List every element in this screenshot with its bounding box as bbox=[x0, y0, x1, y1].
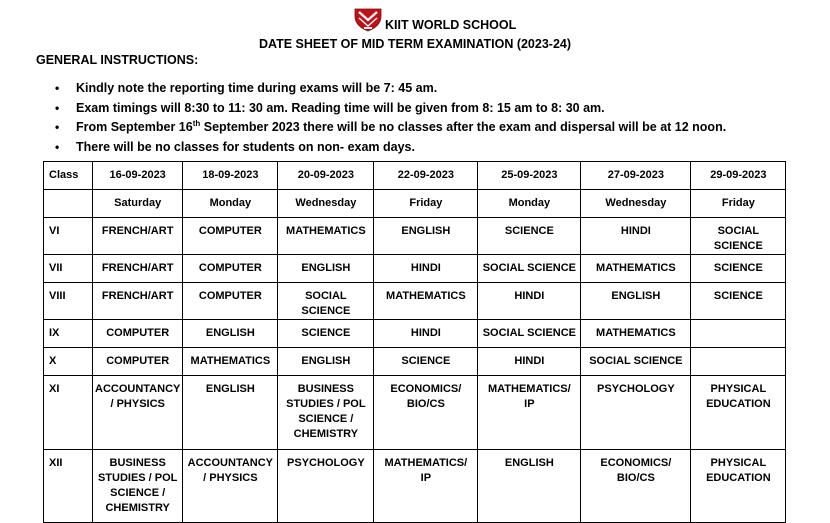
subject-cell bbox=[691, 376, 786, 450]
table-row bbox=[44, 450, 786, 523]
subject-cell bbox=[478, 376, 581, 450]
subject-cell bbox=[691, 348, 786, 376]
subject-cell: ENGLISH bbox=[278, 255, 374, 283]
subject-cell: COMPUTER bbox=[183, 283, 278, 320]
instructions-list bbox=[55, 79, 726, 157]
bullet-icon: • bbox=[55, 120, 60, 134]
subject-line: STUDIES / POL bbox=[97, 472, 178, 484]
subject-cell: ENGLISH bbox=[278, 348, 374, 376]
table-row bbox=[44, 218, 786, 255]
subject-cell bbox=[374, 450, 478, 523]
subject-line: ACCOUNTANCY bbox=[187, 457, 274, 469]
subject-line: IP bbox=[420, 472, 432, 484]
date-sheet-table bbox=[43, 161, 786, 523]
subject-line: ENGLISH bbox=[504, 457, 554, 469]
subject-cell: SCIENCE bbox=[691, 283, 786, 320]
class-cell: VI bbox=[44, 218, 93, 255]
day-header-cell: Monday bbox=[478, 190, 581, 218]
subject-cell bbox=[278, 376, 374, 450]
instruction-item bbox=[55, 118, 726, 138]
subject-line: SCIENCE / bbox=[298, 413, 354, 425]
subject-line: ACCOUNTANCY bbox=[95, 383, 181, 395]
subject-line: PSYCHOLOGY bbox=[287, 457, 365, 469]
subject-cell bbox=[691, 450, 786, 523]
subject-line: CHEMISTRY bbox=[293, 428, 359, 440]
subject-line: BUSINESS bbox=[109, 457, 166, 469]
table-row bbox=[44, 283, 786, 320]
instruction-text-start: From September 16 bbox=[76, 120, 193, 134]
subject-cell: MATHEMATICS bbox=[374, 283, 478, 320]
school-logo bbox=[353, 6, 383, 32]
subject-cell: SOCIAL SCIENCE bbox=[581, 348, 691, 376]
subject-line: BUSINESS bbox=[297, 383, 354, 395]
subject-cell: ENGLISH bbox=[374, 218, 478, 255]
subject-line: STUDIES / POL bbox=[286, 398, 366, 410]
class-cell: XII bbox=[44, 450, 93, 523]
class-cell: VIII bbox=[44, 283, 93, 320]
date-header-cell: 25-09-2023 bbox=[478, 162, 581, 190]
subject-line: BIO/CS bbox=[616, 472, 655, 484]
table-row bbox=[44, 376, 786, 450]
date-header-cell: 22-09-2023 bbox=[374, 162, 478, 190]
class-cell: IX bbox=[44, 320, 93, 348]
subject-cell: SCIENCE bbox=[374, 348, 478, 376]
subject-cell: HINDI bbox=[478, 283, 581, 320]
table-row bbox=[44, 348, 786, 376]
instruction-text: There will be no classes for students on non- exam days. bbox=[76, 139, 415, 154]
instruction-text: Kindly note the reporting time during exams will be 7: 45 am. bbox=[76, 81, 438, 95]
ordinal-suffix: th bbox=[192, 118, 201, 128]
subject-cell bbox=[581, 376, 691, 450]
subject-line: / PHYSICS bbox=[203, 472, 258, 484]
subject-line: ECONOMICS/ bbox=[600, 457, 672, 469]
subject-cell: MATHEMATICS bbox=[278, 218, 374, 255]
subject-cell: SCIENCE bbox=[691, 255, 786, 283]
subject-cell: FRENCH/ART bbox=[93, 218, 183, 255]
school-name: KIIT WORLD SCHOOL bbox=[385, 18, 517, 32]
empty-cell bbox=[44, 190, 93, 218]
date-header-row bbox=[44, 162, 786, 190]
class-header-cell: Class bbox=[44, 162, 93, 190]
page-title: DATE SHEET OF MID TERM EXAMINATION (2023-24) bbox=[258, 37, 572, 51]
instructions-heading: GENERAL INSTRUCTIONS: bbox=[36, 53, 199, 67]
date-header-cell: 16-09-2023 bbox=[93, 162, 183, 190]
day-header-cell: Wednesday bbox=[278, 190, 374, 218]
subject-cell bbox=[478, 450, 581, 523]
bullet-icon: • bbox=[55, 100, 60, 115]
subject-line: PHYSICAL bbox=[710, 383, 767, 395]
subject-line: MATHEMATICS/ bbox=[488, 383, 571, 395]
table-row bbox=[44, 255, 786, 283]
subject-cell: ENGLISH bbox=[581, 283, 691, 320]
subject-cell: HINDI bbox=[374, 320, 478, 348]
instruction-text-end: September 2023 there will be no classes after the exam and dispersal will be at 12 noon. bbox=[200, 120, 727, 134]
day-header-cell: Saturday bbox=[93, 190, 183, 218]
subject-cell: MATHEMATICS bbox=[581, 255, 691, 283]
subject-cell bbox=[581, 450, 691, 523]
subject-cell bbox=[374, 376, 478, 450]
subject-cell bbox=[691, 320, 786, 348]
subject-cell: HINDI bbox=[478, 348, 581, 376]
subject-cell: COMPUTER bbox=[93, 348, 183, 376]
subject-cell: SOCIAL SCIENCE bbox=[478, 255, 581, 283]
date-header-cell: 29-09-2023 bbox=[691, 162, 786, 190]
subject-cell: SOCIAL SCIENCE bbox=[691, 218, 786, 255]
subject-cell: SCIENCE bbox=[478, 218, 581, 255]
subject-line: IP bbox=[524, 398, 535, 410]
subject-cell: FRENCH/ART bbox=[93, 255, 183, 283]
subject-cell: HINDI bbox=[374, 255, 478, 283]
subject-cell: COMPUTER bbox=[183, 218, 278, 255]
subject-line: EDUCATION bbox=[706, 472, 771, 484]
day-header-row bbox=[44, 190, 786, 218]
subject-cell: COMPUTER bbox=[93, 320, 183, 348]
subject-line: PHYSICAL bbox=[710, 457, 767, 469]
subject-line: ECONOMICS/ bbox=[390, 383, 462, 395]
subject-cell: ENGLISH bbox=[183, 320, 278, 348]
instruction-item bbox=[55, 79, 726, 99]
subject-line: BIO/CS bbox=[406, 398, 445, 410]
subject-cell bbox=[93, 376, 183, 450]
date-header-cell: 18-09-2023 bbox=[183, 162, 278, 190]
class-cell: XI bbox=[44, 376, 93, 450]
subject-line: PSYCHOLOGY bbox=[597, 383, 675, 395]
subject-line: EDUCATION bbox=[706, 398, 771, 410]
date-header-cell: 27-09-2023 bbox=[581, 162, 691, 190]
day-header-cell: Wednesday bbox=[581, 190, 691, 218]
bullet-icon: • bbox=[55, 139, 60, 154]
subject-cell bbox=[278, 450, 374, 523]
subject-cell: COMPUTER bbox=[183, 255, 278, 283]
date-header-cell: 20-09-2023 bbox=[278, 162, 374, 190]
instruction-item bbox=[55, 138, 726, 158]
subject-cell bbox=[93, 450, 183, 523]
subject-cell: FRENCH/ART bbox=[93, 283, 183, 320]
subject-line: SCIENCE / bbox=[110, 487, 166, 499]
bullet-icon: • bbox=[55, 81, 60, 95]
subject-cell bbox=[183, 376, 278, 450]
instruction-item bbox=[55, 99, 726, 119]
day-header-cell: Monday bbox=[183, 190, 278, 218]
subject-cell: SOCIAL SCIENCE bbox=[278, 283, 374, 320]
school-crest-icon bbox=[353, 6, 383, 32]
class-cell: X bbox=[44, 348, 93, 376]
subject-line: MATHEMATICS/ bbox=[384, 457, 468, 469]
subject-cell: MATHEMATICS bbox=[183, 348, 278, 376]
instruction-text: Exam timings will 8:30 to 11: 30 am. Reading time will be given from 8: 15 am to 8: 30 am. bbox=[76, 100, 605, 115]
subject-cell: MATHEMATICS bbox=[581, 320, 691, 348]
subject-cell: SOCIAL SCIENCE bbox=[478, 320, 581, 348]
class-cell: VII bbox=[44, 255, 93, 283]
table-row bbox=[44, 320, 786, 348]
subject-cell: SCIENCE bbox=[278, 320, 374, 348]
subject-line: ENGLISH bbox=[205, 383, 255, 395]
subject-cell bbox=[183, 450, 278, 523]
day-header-cell: Friday bbox=[374, 190, 478, 218]
day-header-cell: Friday bbox=[691, 190, 786, 218]
subject-line: CHEMISTRY bbox=[105, 502, 170, 514]
subject-line: / PHYSICS bbox=[110, 398, 165, 410]
subject-cell: HINDI bbox=[581, 218, 691, 255]
